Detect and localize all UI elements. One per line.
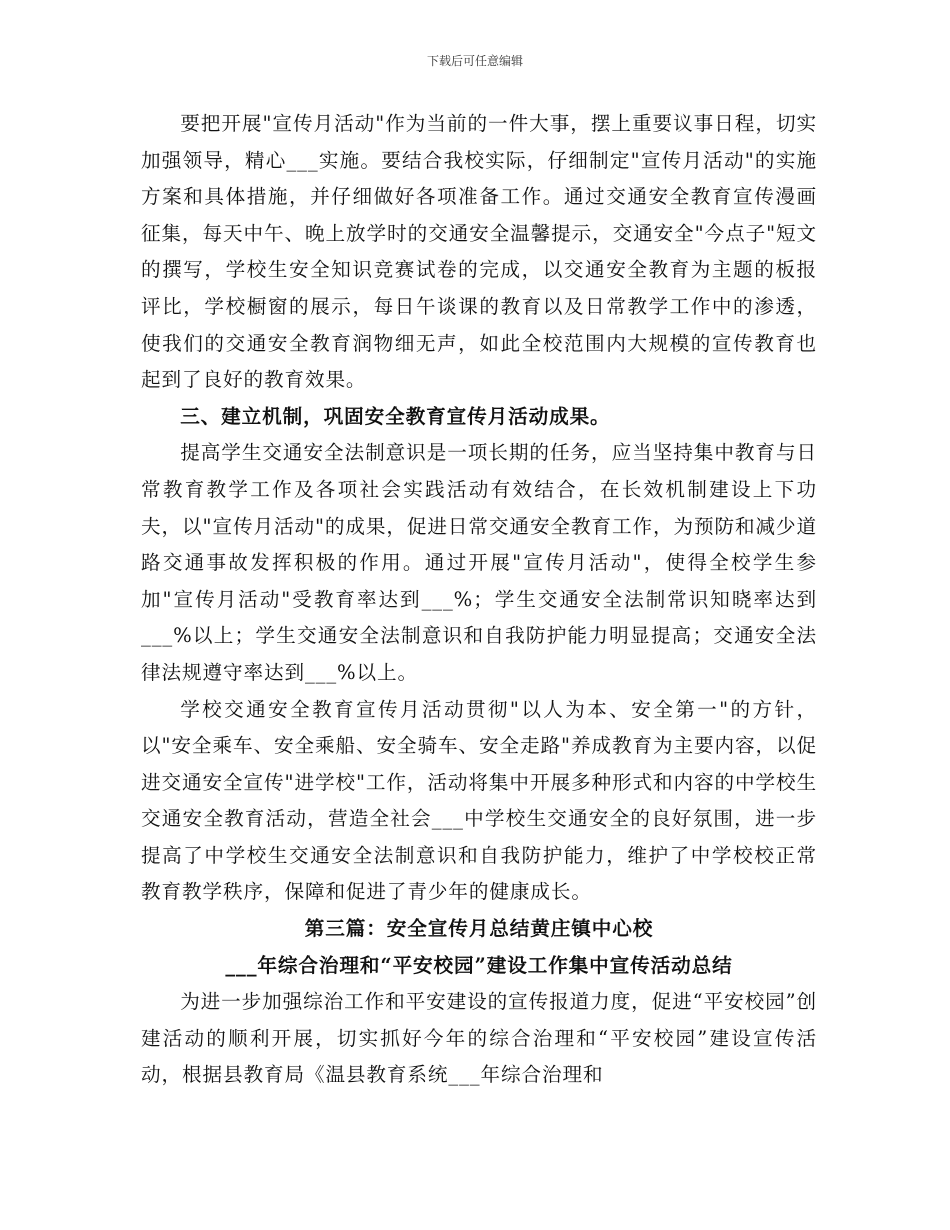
chapter-title: 第三篇：安全宣传月总结黄庄镇中心校 [304,917,654,941]
document-body [141,106,817,1094]
paragraph-policy-summary: 学校交通安全教育宣传月活动贯彻"以人为本、安全第一"的方针，以"安全乘车、安全乘船、安全骑车、安全走路"养成教育为主要内容，以促进交通安全宣传"进学校"工作，活动将集中开展多种形式和内容的中学校生交通安全教育活动，营造全社会___中学校生交通安全的良好氛围，进一步提高了中学校生交通安全法制意识和自我防护能力，维护了中学校校正常教育教学秩序，保障和促进了青少年的健康成长。 [141,697,817,904]
paragraph-publicity-activities: 要把开展"宣传月活动"作为当前的一件大事，摆上重要议事日程，切实加强领导，精心___实施。要结合我校实际，仔细制定"宣传月活动"的实施方案和具体措施，并仔细做好各项准备工作。通过交通安全教育宣传漫画征集，每天中午、晚上放学时的交通安全温馨提示，交通安全"今点子"短文的撰写，学校生安全知识竞赛试卷的完成，以交通安全教育为主题的板报评比，学校橱窗的展示，每日午谈课的教育以及日常教学工作中的渗透，使我们的交通安全教育润物细无声，如此全校范围内大规模的宣传教育也起到了良好的教育效果。 [141,112,817,392]
page-header: 下载后可任意编辑 [426,54,523,68]
paragraph-intro: 为进一步加强综治工作和平安建设的宣传报道力度，促进“平安校园”创建活动的顺利开展，切实抓好今年的综合治理和“平安校园”建设宣传活动，根据县教育局《温县教育系统___年综合治理和 [141,990,817,1087]
section-heading-three: 三、建立机制，巩固安全教育宣传月活动成果。 [180,404,611,428]
paragraph-long-term-mechanism: 提高学生交通安全法制意识是一项长期的任务，应当坚持集中教育与日常教育教学工作及各项社会实践活动有效结合，在长效机制建设上下功夫，以"宣传月活动"的成果，促进日常交通安全教育工作，为预防和减少道路交通事故发挥积极的作用。通过开展"宣传月活动"，使得全校学生参加"宣传月活动"受教育率达到___%；学生交通安全法制常识知晓率达到___%以上；学生交通安全法制意识和自我防护能力明显提高；交通安全法律法规遵守率达到___%以上。 [141,441,817,684]
chapter-subtitle: ___年综合治理和“平安校园”建设工作集中宣传活动总结 [225,953,733,977]
